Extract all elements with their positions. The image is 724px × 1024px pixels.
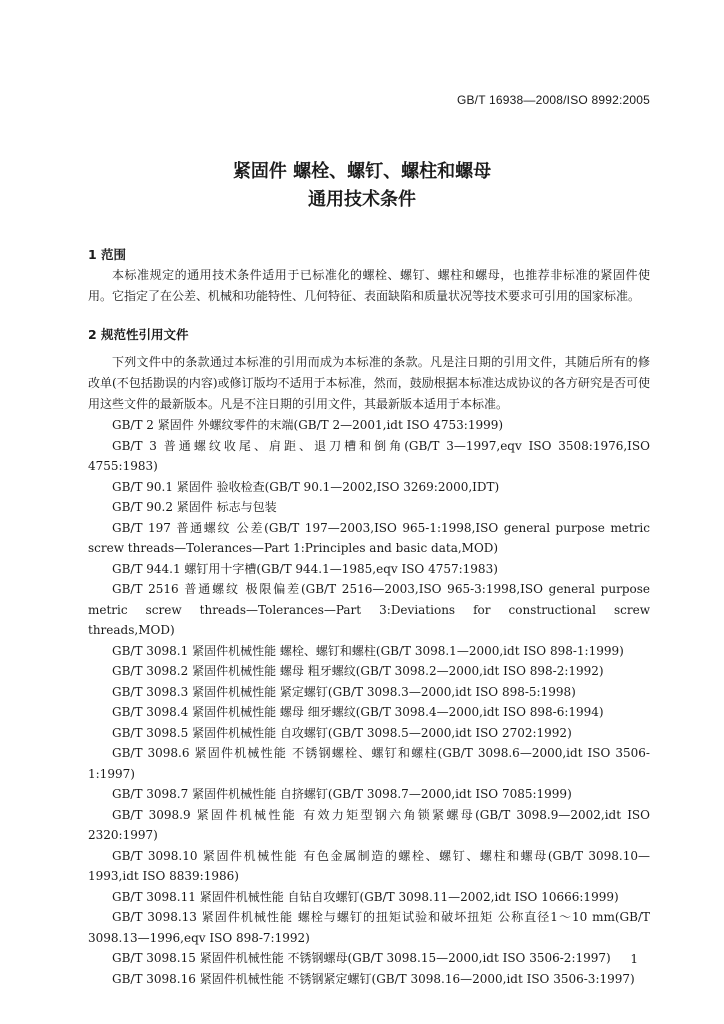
standard-code-header: GB/T 16938—2008/ISO 8992:2005 xyxy=(456,93,650,107)
reference-item: GB/T 3098.10 紧固件机械性能 有色金属制造的螺栓、螺钉、螺柱和螺母(GB/T 3098.10—1993,idt ISO 8839:1986) xyxy=(88,848,650,883)
reference-item: GB/T 3098.1 紧固件机械性能 螺栓、螺钉和螺柱(GB/T 3098.1—2000,idt ISO 898-1:1999) xyxy=(112,643,624,658)
page-number: 1 xyxy=(630,952,638,966)
reference-item: GB/T 2516 普通螺纹 极限偏差(GB/T 2516—2003,ISO 965-3:1998,ISO general purpose metric screw threads—Tolerances—Part 3:Deviations for constructional screw threads,MOD) xyxy=(88,582,650,637)
reference-item: GB/T 3 普通螺纹收尾、肩距、退刀槽和倒角(GB/T 3—1997,eqv ISO 3508:1976,ISO 4755:1983) xyxy=(88,438,650,473)
reference-item: GB/T 3098.11 紧固件机械性能 自钻自攻螺钉(GB/T 3098.11—2002,idt ISO 10666:1999) xyxy=(112,889,619,904)
reference-item: GB/T 3098.9 紧固件机械性能 有效力矩型钢六角锁紧螺母(GB/T 3098.9—2002,idt ISO 2320:1997) xyxy=(88,807,650,842)
reference-item: GB/T 3098.15 紧固件机械性能 不锈钢螺母(GB/T 3098.15—2000,idt ISO 3506-2:1997) xyxy=(112,951,611,965)
section-body-normative-references xyxy=(88,352,650,415)
reference-item: GB/T 3098.6 紧固件机械性能 不锈钢螺栓、螺钉和螺柱(GB/T 3098.6—2000,idt ISO 3506-1:1997) xyxy=(88,746,650,781)
reference-item: GB/T 3098.16 紧固件机械性能 不锈钢紧定螺钉(GB/T 3098.16—2000,idt ISO 3506-3:1997) xyxy=(112,971,635,986)
reference-item: GB/T 3098.7 紧固件机械性能 自挤螺钉(GB/T 3098.7—2000,idt ISO 7085:1999) xyxy=(112,787,572,801)
reference-item: GB/T 3098.3 紧固件机械性能 紧定螺钉(GB/T 3098.3—2000,idt ISO 898-5:1998) xyxy=(112,684,576,699)
reference-item: GB/T 2 紧固件 外螺纹零件的末端(GB/T 2—2001,idt ISO 4753:1999) xyxy=(112,418,504,432)
reference-item: GB/T 3098.5 紧固件机械性能 自攻螺钉(GB/T 3098.5—2000,idt ISO 2702:1992) xyxy=(112,725,572,740)
document-title: 紧固件 螺栓、螺钉、螺柱和螺母 xyxy=(232,161,492,182)
reference-item: GB/T 90.1 紧固件 验收检查(GB/T 90.1—2002,ISO 3269:2000,IDT) xyxy=(112,479,500,494)
reference-item: GB/T 3098.2 紧固件机械性能 螺母 粗牙螺纹(GB/T 3098.2—2000,idt ISO 898-2:1992) xyxy=(112,664,604,678)
reference-item: GB/T 3098.13 紧固件机械性能 螺栓与螺钉的扭矩试验和破坏扭矩 公称直径1～10 mm(GB/T 3098.13—1996,eqv ISO 898-7:1992) xyxy=(88,910,650,945)
paragraph: 本标准规定的通用技术条件适用于已标准化的螺栓、螺钉、螺柱和螺母，也推荐非标准的紧固件使用。它指定了在公差、机械和功能特性、几何特征、表面缺陷和质量状况等技术要求可引用的国家标准。 xyxy=(88,268,650,303)
paragraph: 下列文件中的条款通过本标准的引用而成为本标准的条款。凡是注日期的引用文件，其随后所有的修改单(不包括勘误的内容)或修订版均不适用于本标准，然而，鼓励根据本标准达成协议的各方研究是否可使用这些文件的最新版本。凡是不注日期的引用文件，其最新版本适用于本标准。 xyxy=(88,355,650,411)
reference-item: GB/T 90.2 紧固件 标志与包装 xyxy=(112,500,277,514)
reference-item: GB/T 944.1 螺钉用十字槽(GB/T 944.1—1985,eqv ISO 4757:1983) xyxy=(112,561,498,576)
reference-item: GB/T 3098.4 紧固件机械性能 螺母 细牙螺纹(GB/T 3098.4—2000,idt ISO 898-6:1994) xyxy=(112,705,604,719)
section-heading-scope: 1 范围 xyxy=(88,247,127,262)
section-heading-normative-references: 2 规范性引用文件 xyxy=(88,327,189,342)
reference-list xyxy=(88,415,650,989)
section-body-scope xyxy=(88,265,650,307)
document-subtitle: 通用技术条件 xyxy=(308,189,416,210)
reference-item: GB/T 197 普通螺纹 公差(GB/T 197—2003,ISO 965-1:1998,ISO general purpose metric screw threads—Tolerances—Part 1:Principles and basic data,MOD) xyxy=(88,520,650,555)
